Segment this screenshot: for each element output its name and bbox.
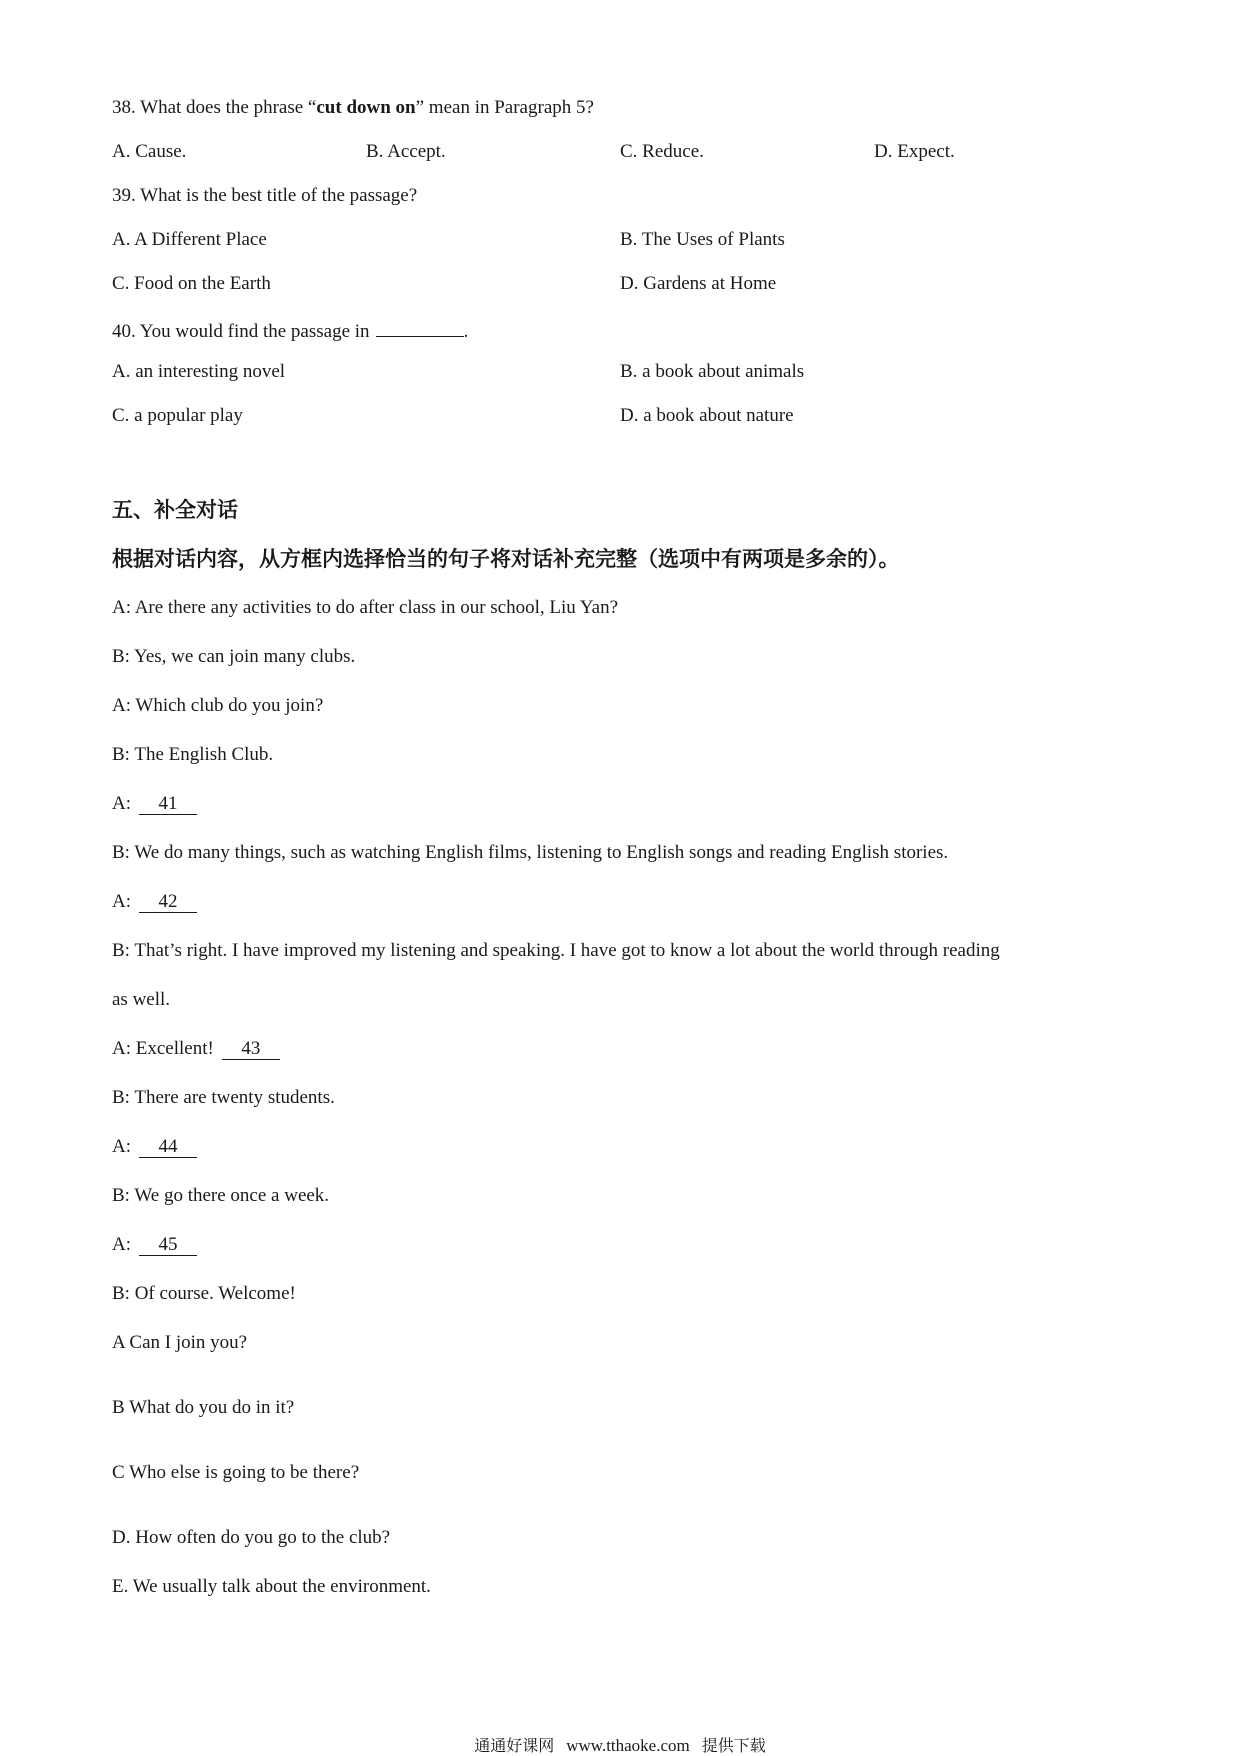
dialogue-line bbox=[112, 1037, 280, 1061]
q39-option-c: C. Food on the Earth bbox=[112, 273, 271, 294]
question-40 bbox=[112, 316, 468, 344]
question-38-suffix: ” mean in Paragraph 5? bbox=[415, 97, 594, 118]
page-footer bbox=[0, 1733, 1240, 1756]
choice-b: B What do you do in it? bbox=[112, 1397, 295, 1418]
choice-e: E. We usually talk about the environment. bbox=[112, 1576, 431, 1597]
q40-option-c: C. a popular play bbox=[112, 405, 243, 426]
speaker-label: A: bbox=[112, 1234, 131, 1255]
question-40-end: . bbox=[463, 321, 469, 342]
speaker-label: A: bbox=[112, 891, 131, 912]
section-instruction: 根据对话内容，从方框内选择恰当的句子将对话补充完整（选项中有两项是多余的）。 bbox=[112, 547, 900, 571]
question-38-phrase: cut down on bbox=[316, 97, 416, 118]
dialogue-line: A: Which club do you join? bbox=[112, 695, 324, 716]
q39-option-d: D. Gardens at Home bbox=[620, 273, 777, 294]
speaker-label: A: bbox=[112, 1136, 131, 1157]
footer-site-name: 通通好课网 bbox=[474, 1736, 555, 1755]
q38-option-c: C. Reduce. bbox=[620, 141, 704, 162]
question-40-text: 40. You would find the passage in bbox=[112, 321, 370, 342]
answer-blank-45[interactable]: 45 bbox=[139, 1235, 197, 1256]
answer-blank-40[interactable] bbox=[376, 316, 464, 337]
dialogue-line: B: We go there once a week. bbox=[112, 1185, 330, 1206]
q40-option-b: B. a book about animals bbox=[620, 361, 805, 382]
answer-blank-43[interactable]: 43 bbox=[222, 1039, 280, 1060]
dialogue-line: B: That’s right. I have improved my listening and speaking. I have got to know a lot about the world through reading bbox=[112, 940, 1000, 961]
section-heading: 五、补全对话 bbox=[112, 498, 238, 522]
q39-option-a: A. A Different Place bbox=[112, 229, 267, 250]
speaker-label: A: Excellent! bbox=[112, 1038, 214, 1059]
choice-d: D. How often do you go to the club? bbox=[112, 1527, 391, 1548]
dialogue-line: as well. bbox=[112, 989, 171, 1010]
footer-note: 提供下载 bbox=[701, 1736, 766, 1755]
dialogue-line bbox=[112, 890, 197, 914]
choice-c: C Who else is going to be there? bbox=[112, 1462, 360, 1483]
dialogue-line: B: There are twenty students. bbox=[112, 1087, 335, 1108]
footer-url[interactable]: www.tthaoke.com bbox=[566, 1736, 690, 1755]
dialogue-line: B: Yes, we can join many clubs. bbox=[112, 646, 356, 667]
dialogue-line: B: Of course. Welcome! bbox=[112, 1283, 296, 1304]
dialogue-line: B: We do many things, such as watching English films, listening to English songs and reading English stories. bbox=[112, 842, 949, 863]
question-39: 39. What is the best title of the passage? bbox=[112, 185, 418, 206]
q38-option-d: D. Expect. bbox=[874, 141, 955, 162]
question-38 bbox=[112, 96, 594, 120]
dialogue-line: B: The English Club. bbox=[112, 744, 274, 765]
q40-option-d: D. a book about nature bbox=[620, 405, 794, 426]
q40-option-a: A. an interesting novel bbox=[112, 361, 286, 382]
dialogue-line: A: Are there any activities to do after class in our school, Liu Yan? bbox=[112, 597, 619, 618]
dialogue-line bbox=[112, 1135, 197, 1159]
choice-a: A Can I join you? bbox=[112, 1332, 248, 1353]
q38-option-a: A. Cause. bbox=[112, 141, 187, 162]
answer-blank-42[interactable]: 42 bbox=[139, 892, 197, 913]
answer-blank-41[interactable]: 41 bbox=[139, 794, 197, 815]
speaker-label: A: bbox=[112, 793, 131, 814]
question-38-prefix: 38. What does the phrase “ bbox=[112, 97, 317, 118]
answer-blank-44[interactable]: 44 bbox=[139, 1137, 197, 1158]
q39-option-b: B. The Uses of Plants bbox=[620, 229, 785, 250]
q38-option-b: B. Accept. bbox=[366, 141, 446, 162]
dialogue-line bbox=[112, 1233, 197, 1257]
dialogue-line bbox=[112, 792, 197, 816]
